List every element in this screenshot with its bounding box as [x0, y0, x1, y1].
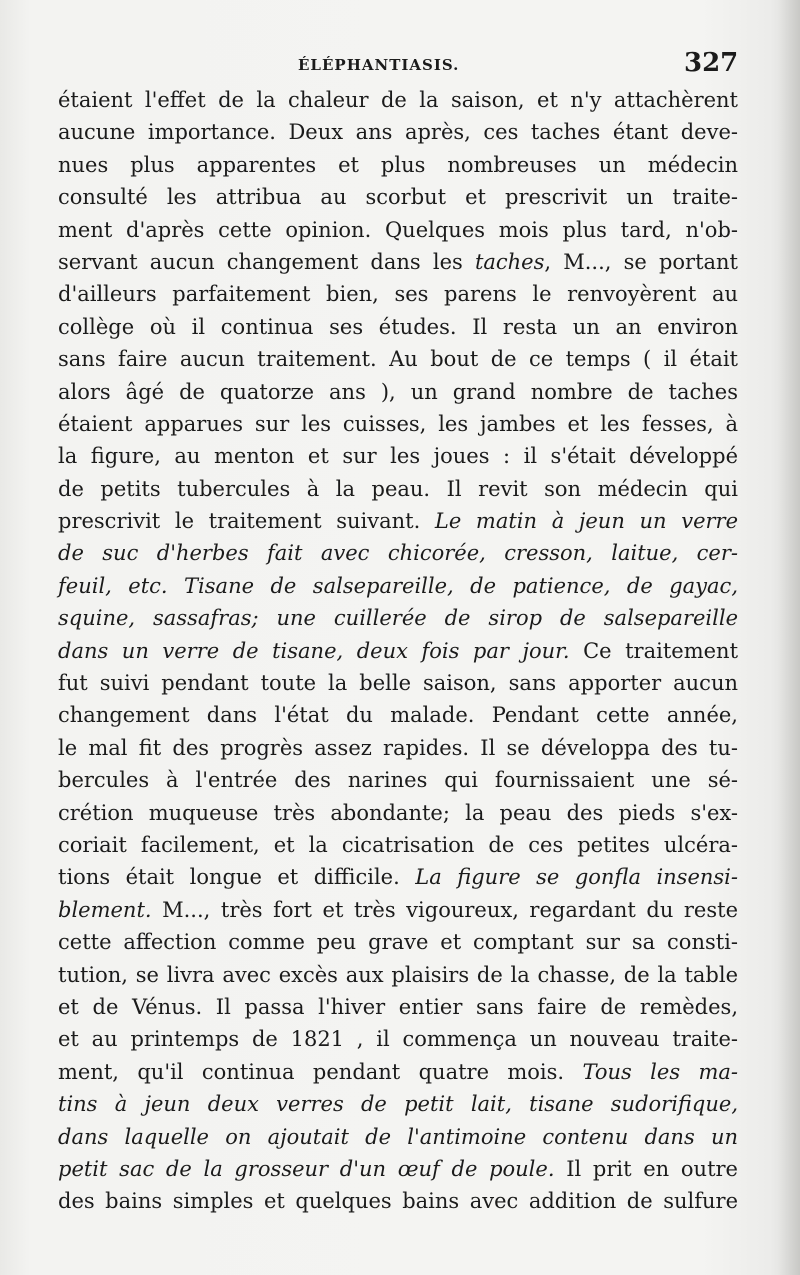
roman-segment: bercules à l'entrée des narines qui fournissaient une sé-: [58, 768, 738, 793]
roman-segment: M..., très fort et très vigoureux, regardant du reste: [151, 897, 738, 922]
page-edge-shadow: [778, 0, 800, 1275]
roman-segment: ment d'après cette opinion. Quelques mois plus tard, n'ob-: [58, 217, 738, 242]
text-line: [58, 505, 738, 537]
text-line: [58, 246, 738, 278]
text-line: [58, 635, 738, 667]
roman-segment: collège où il continua ses études. Il resta un an environ: [58, 314, 738, 339]
roman-segment: Il prit en outre: [554, 1156, 738, 1181]
text-line: [58, 84, 738, 116]
roman-segment: , M..., se portant: [544, 249, 738, 274]
text-line: [58, 764, 738, 796]
italic-segment: tins à jeun deux verres de petit lait, tisane sudorifique,: [58, 1092, 738, 1117]
text-line: [58, 699, 738, 731]
roman-segment: le mal fit des progrès assez rapides. Il se développa des tu-: [58, 735, 738, 760]
roman-segment: la figure, au menton et sur les joues : il s'était développé: [58, 444, 738, 469]
text-line: [58, 376, 738, 408]
roman-segment: crétion muqueuse très abondante; la peau des pieds s'ex-: [58, 800, 738, 825]
roman-segment: sans faire aucun traitement. Au bout de ce temps ( il était: [58, 347, 738, 372]
roman-segment: tution, se livra avec excès aux plaisirs de la chasse, de la table: [58, 962, 738, 987]
roman-segment: et au printemps de 1821 , il commença un nouveau traite-: [58, 1027, 738, 1052]
text-line: [58, 797, 738, 829]
roman-segment: ment, qu'il continua pendant quatre mois.: [58, 1059, 583, 1084]
running-title: ÉLÉPHANTIASIS.: [298, 56, 460, 74]
roman-segment: servant aucun changement dans les: [58, 249, 475, 274]
text-line: [58, 537, 738, 569]
text-line: [58, 116, 738, 148]
text-line: [58, 343, 738, 375]
text-line: [58, 959, 738, 991]
text-line: [58, 926, 738, 958]
text-line: [58, 440, 738, 472]
text-line: [58, 1056, 738, 1088]
italic-segment: blement.: [58, 897, 152, 922]
roman-segment: étaient apparues sur les cuisses, les jambes et les fesses, à: [58, 411, 738, 436]
text-line: [58, 149, 738, 181]
text-line: [58, 570, 738, 602]
roman-segment: d'ailleurs parfaitement bien, ses parens le renvoyèrent au: [58, 282, 738, 307]
text-line: [58, 181, 738, 213]
roman-segment: des bains simples et quelques bains avec addition de sulfure: [58, 1189, 738, 1214]
text-line: [58, 991, 738, 1023]
text-line: [58, 1153, 738, 1185]
page-header: [0, 48, 800, 88]
roman-segment: prescrivit le traitement suivant.: [58, 509, 435, 534]
text-line: [58, 829, 738, 861]
roman-segment: étaient l'effet de la chaleur de la saison, et n'y attachèrent: [58, 88, 738, 112]
italic-segment: de suc d'herbes fait avec chicorée, cresson, laitue, cer-: [58, 541, 738, 566]
text-line: [58, 1121, 738, 1153]
text-line: [58, 602, 738, 634]
roman-segment: Ce traitement: [569, 638, 739, 663]
italic-segment: dans laquelle on ajoutait de l'antimoine contenu dans un: [58, 1124, 738, 1149]
text-line: [58, 408, 738, 440]
text-line: [58, 861, 738, 893]
roman-segment: tions était longue et difficile.: [58, 865, 416, 890]
text-line: [58, 1023, 738, 1055]
text-line: [58, 311, 738, 343]
italic-segment: taches: [474, 249, 545, 274]
italic-segment: petit sac de la grosseur d'un œuf de poule.: [58, 1156, 555, 1181]
text-line: [58, 732, 738, 764]
page-number: 327: [684, 48, 739, 78]
text-line: [58, 667, 738, 699]
roman-segment: aucune importance. Deux ans après, ces taches étant deve-: [58, 120, 738, 145]
roman-segment: cette affection comme peu grave et comptant sur sa consti-: [58, 930, 738, 955]
italic-segment: Tous les ma-: [582, 1059, 738, 1084]
body-text: [58, 84, 738, 1218]
italic-segment: Le matin à jeun un verre: [434, 509, 739, 534]
text-line: [58, 214, 738, 246]
roman-segment: nues plus apparentes et plus nombreuses un médecin: [58, 152, 738, 177]
roman-segment: de petits tubercules à la peau. Il revit son médecin qui: [58, 476, 738, 501]
text-line: [58, 894, 738, 926]
roman-segment: changement dans l'état du malade. Pendant cette année,: [58, 703, 738, 728]
text-line: [58, 1185, 738, 1217]
italic-segment: dans un verre de tisane, deux fois par jour.: [58, 638, 570, 663]
roman-segment: alors âgé de quatorze ans ), un grand nombre de taches: [58, 379, 738, 404]
italic-segment: La figure se gonfla insensi-: [415, 865, 738, 890]
text-line: [58, 1088, 738, 1120]
italic-segment: feuil, etc. Tisane de salsepareille, de patience, de gayac,: [58, 573, 738, 598]
roman-segment: fut suivi pendant toute la belle saison, sans apporter aucun: [58, 671, 738, 696]
text-line: [58, 278, 738, 310]
italic-segment: squine, sassafras; une cuillerée de sirop de salsepareille: [58, 606, 738, 631]
roman-segment: et de Vénus. Il passa l'hiver entier sans faire de remèdes,: [58, 994, 738, 1019]
roman-segment: consulté les attribua au scorbut et prescrivit un traite-: [58, 185, 738, 210]
text-line: [58, 473, 738, 505]
roman-segment: coriait facilement, et la cicatrisation de ces petites ulcéra-: [58, 832, 738, 857]
